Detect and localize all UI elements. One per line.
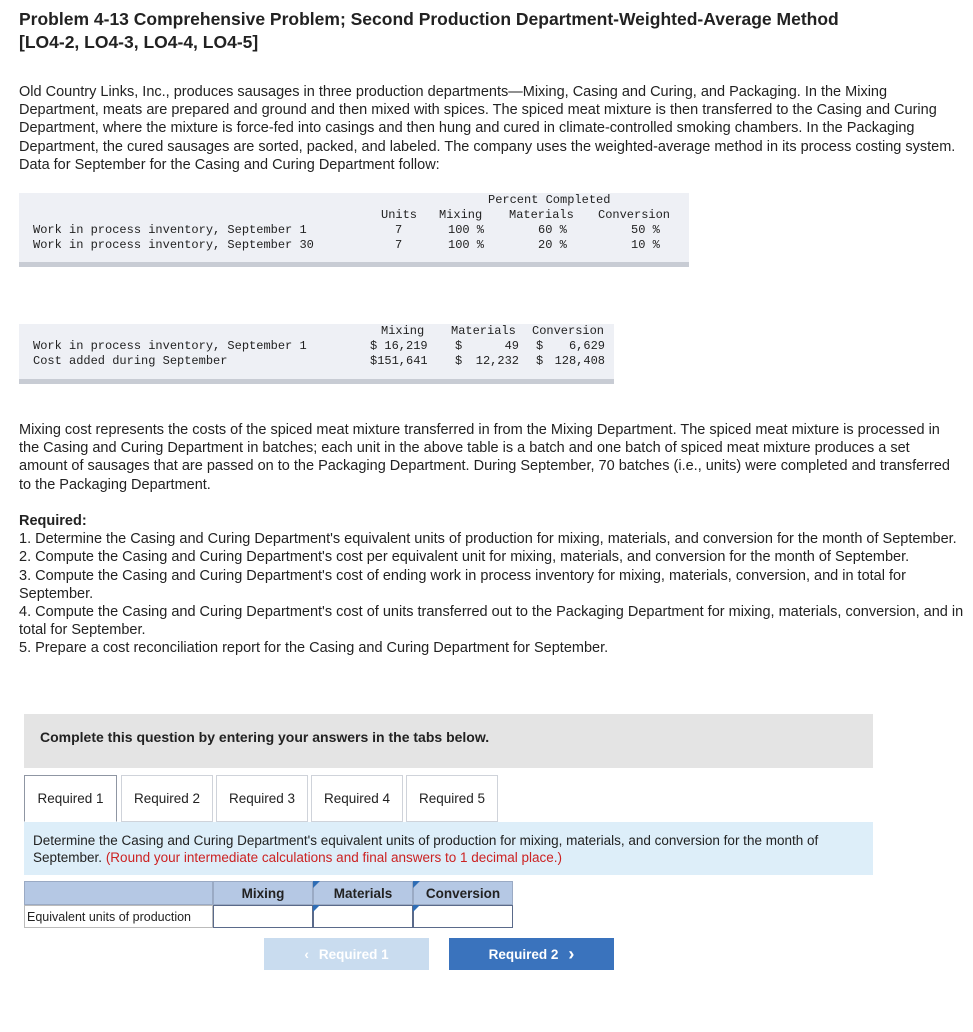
row-label-wip-sep1: Work in process inventory, September 1	[33, 223, 307, 237]
header-marker-icon	[313, 881, 320, 888]
chevron-right-icon: ›	[568, 943, 575, 964]
required-item-1: 1. Determine the Casing and Curing Department's equivalent units of production for mixing, materials, and conversion for the month of September.	[19, 531, 957, 548]
complete-instruction-banner	[24, 714, 873, 768]
tab-required-4[interactable]: Required 4	[311, 775, 403, 822]
cost-conversion-header: Conversion	[532, 324, 605, 338]
cost-conversion-sym-wip: $	[536, 339, 544, 353]
equivalent-units-label: Equivalent units of production	[24, 905, 213, 928]
chevron-left-icon: ‹	[304, 946, 309, 962]
tab-required-3[interactable]: Required 3	[216, 775, 308, 822]
cost-row-label-wip: Work in process inventory, September 1	[33, 339, 307, 353]
tab-required-2[interactable]: Required 2	[121, 775, 213, 822]
table-bottom-bar	[19, 262, 689, 267]
materials-wip-sep30: 20 %	[538, 238, 567, 252]
cost-mixing-added: $151,641	[370, 354, 428, 368]
required-item-2: 2. Compute the Casing and Curing Department's cost per equivalent unit for mixing, materials, and conversion for the month of September.	[19, 549, 910, 566]
tab-required-5[interactable]: Required 5	[406, 775, 498, 822]
materials-equivalent-units-input[interactable]	[313, 905, 413, 928]
cost-conversion-added: 128,408	[554, 354, 605, 368]
row-label-wip-sep30: Work in process inventory, September 30	[33, 238, 314, 252]
mixing-wip-sep1: 100 %	[448, 223, 485, 237]
conversion-wip-sep1: 50 %	[631, 223, 660, 237]
title-line-2: [LO4-2, LO4-3, LO4-4, LO4-5]	[19, 32, 259, 52]
materials-wip-sep1: 60 %	[538, 223, 567, 237]
header-marker-icon	[413, 881, 420, 888]
title-line-1: Problem 4-13 Comprehensive Problem; Second Production Department-Weighted-Average Method	[19, 9, 839, 29]
next-tab-label: Required 2	[488, 946, 559, 962]
cost-mixing-header: Mixing	[381, 324, 425, 338]
instruction-text: Determine the Casing and Curing Department's equivalent units of production for mixing, materials, and conversion for the month of September.	[33, 833, 819, 865]
required-section	[19, 512, 964, 658]
problem-title	[19, 8, 949, 54]
cost-materials-sym-added: $	[455, 354, 463, 368]
mixing-header: Mixing	[439, 208, 483, 222]
cost-materials-header: Materials	[451, 324, 516, 338]
answer-header-materials: Materials	[313, 881, 413, 905]
tab-required-1[interactable]: Required 1	[24, 775, 117, 822]
cost-materials-wip: 49	[504, 339, 519, 353]
mixing-cost-paragraph: Mixing cost represents the costs of the spiced meat mixture transferred in from the Mixing Department. The spiced meat mixture is processed in the Casing and Curing Department in batches; each unit in the above table is a batch and one batch of spiced meat mixture produces a set amount of sausages that are passed on to the Packaging Department. During September, 70 batches (i.e., units) were completed and transferred to the Packaging Department.	[19, 422, 950, 493]
cost-mixing-wip: $ 16,219	[370, 339, 428, 353]
mixing-equivalent-units-input[interactable]	[213, 905, 313, 928]
units-wip-sep1: 7	[395, 223, 403, 237]
cost-row-label-added: Cost added during September	[33, 354, 228, 368]
input-marker-icon	[313, 905, 320, 912]
answer-header-conversion: Conversion	[413, 881, 513, 905]
cost-table-bottom-bar	[19, 379, 614, 384]
next-tab-button[interactable]	[449, 938, 614, 970]
tab-instruction	[24, 822, 873, 875]
answer-header-blank	[24, 881, 213, 905]
previous-tab-label: Required 1	[318, 946, 389, 962]
percent-completed-header: Percent Completed	[488, 193, 611, 207]
cost-materials-added: 12,232	[475, 354, 519, 368]
previous-tab-button[interactable]	[264, 938, 429, 970]
cost-conversion-wip: 6,629	[568, 339, 605, 353]
required-item-3: 3. Compute the Casing and Curing Department's cost of ending work in process inventory for mixing, materials, conversion, and in total for September.	[19, 567, 906, 602]
units-wip-sep30: 7	[395, 238, 403, 252]
cost-materials-sym-wip: $	[455, 339, 463, 353]
conversion-header: Conversion	[598, 208, 671, 222]
conversion-equivalent-units-input[interactable]	[413, 905, 513, 928]
input-marker-icon	[413, 905, 420, 912]
required-item-5: 5. Prepare a cost reconciliation report for the Casing and Curing Department for September.	[19, 640, 609, 657]
mixing-wip-sep30: 100 %	[448, 238, 485, 252]
materials-header: Materials	[509, 208, 574, 222]
units-header: Units	[381, 208, 418, 222]
units-table	[19, 193, 689, 267]
conversion-wip-sep30: 10 %	[631, 238, 660, 252]
required-heading: Required:	[19, 513, 87, 529]
cost-table	[19, 324, 614, 384]
complete-instruction-text: Complete this question by entering your answers in the tabs below.	[40, 729, 490, 745]
rounding-note: (Round your intermediate calculations and final answers to 1 decimal place.)	[105, 849, 563, 865]
intro-paragraph: Old Country Links, Inc., produces sausages in three production departments—Mixing, Casing and Curing, and Packaging. In the Mixing Department, meats are prepared and ground and then mixed with spices. The spiced meat mixture is then transferred to the Casing and Curing Department, where the mixture is force-fed into casings and then hung and cured in climate-controlled smoking chambers. In the Packaging Department, the cured sausages are sorted, packed, and labeled. The company uses the weighted-average method in its process costing system. Data for September for the Casing and Curing Department follow:	[19, 84, 956, 173]
answer-header-mixing: Mixing	[213, 881, 313, 905]
required-item-4: 4. Compute the Casing and Curing Department's cost of units transferred out to the Packaging Department for mixing, materials, conversion, and in total for September.	[19, 604, 964, 639]
cost-conversion-sym-added: $	[536, 354, 544, 368]
